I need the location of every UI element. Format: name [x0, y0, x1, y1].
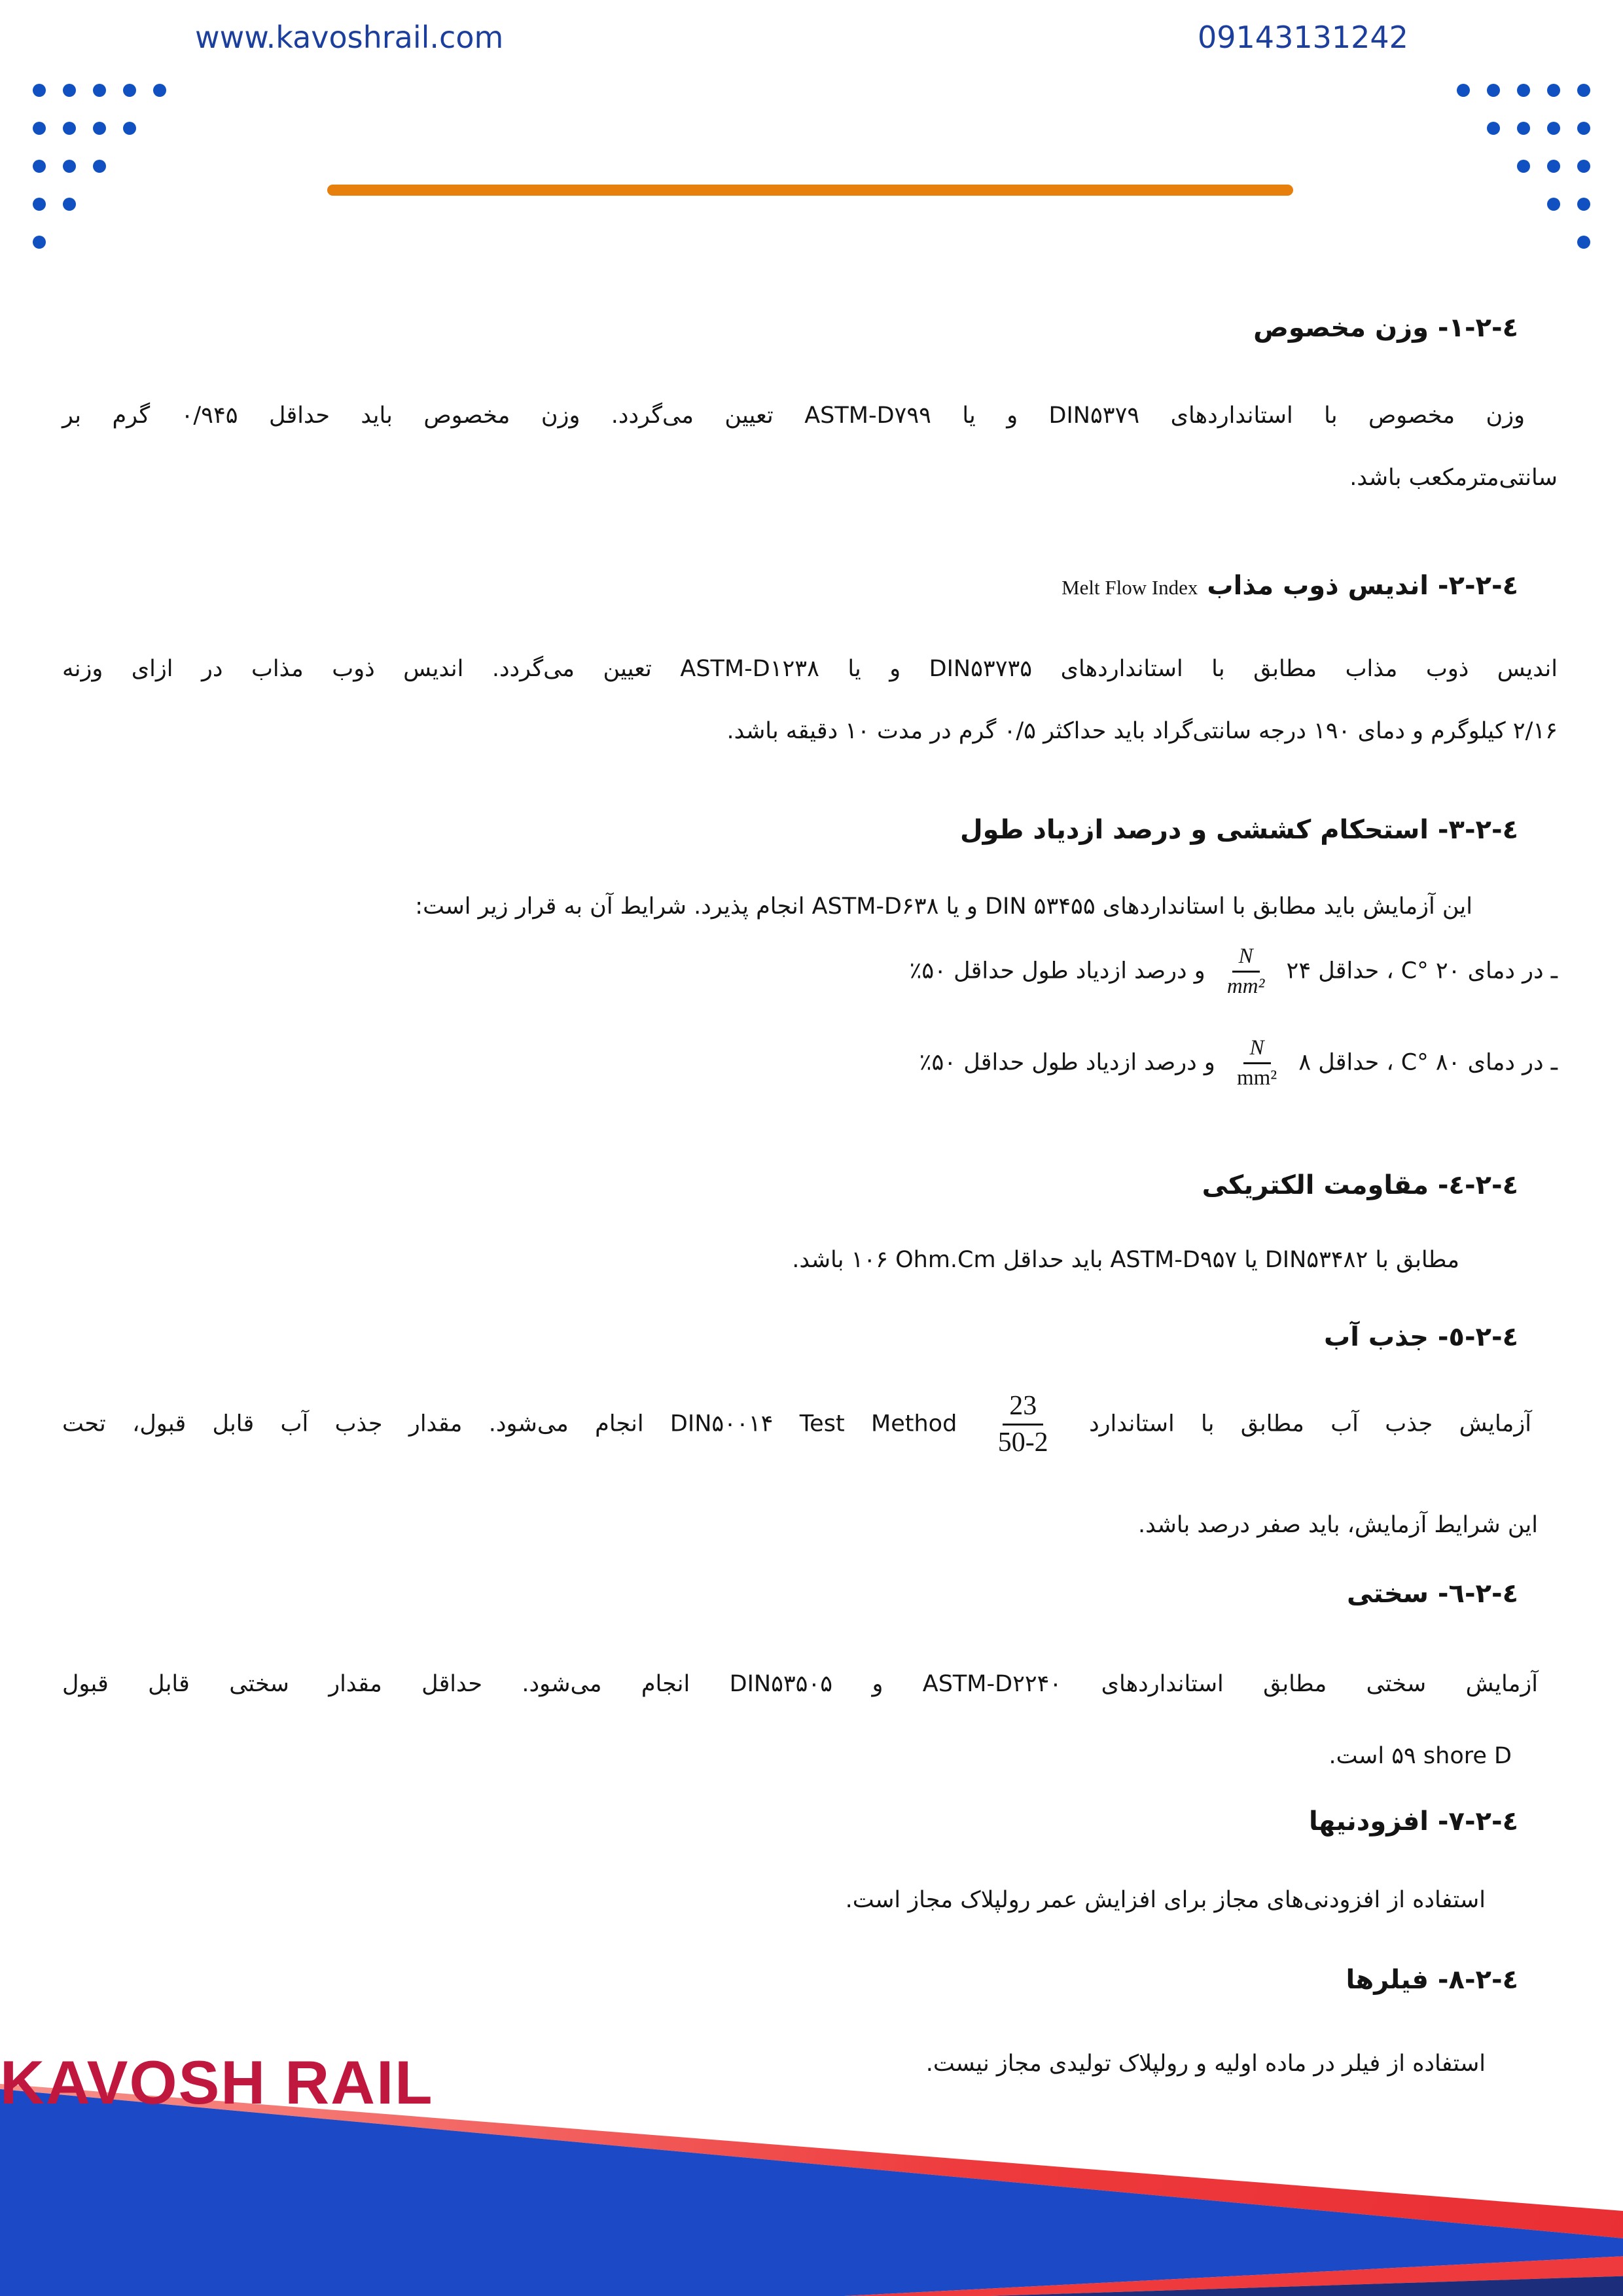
water-absorption-text: DIN۵۰۰۱۴‎ Test Method انجام می‌شود. مقدار جذب آب قابل قبول، تحت [62, 1410, 957, 1437]
paragraph-specific-weight: وزن مخصوص با استانداردهای DIN۵۳۷۹ و یا ASTM-D۷۹۹ تعیین می‌گردد. وزن مخصوص باید حداقل ۰/۹۴۵ گرم بر سانتی‌مترمکعب باشد. [62, 403, 1558, 491]
orange-divider [327, 185, 1293, 196]
website-url: www.kavoshrail.com [195, 20, 504, 55]
paragraph-melt-flow-index: اندیس ذوب مذاب مطابق با استانداردهای DIN۵۳۷۳۵ و یا ASTM-D۱۲۳۸ تعیین می‌گردد. اندیس ذوب مذاب در ازای وزنه ۲/۱۶ کیلوگرم و دمای ۱۹۰ درجه سانتی‌گراد باید حداکثر ۰/۵ گرم در مدت ۱۰ دقیقه باشد. [62, 656, 1558, 744]
climate-23-50-2-fraction: $\frac{23}{50-2}$ [997, 1391, 1048, 1458]
dot-row [1457, 122, 1590, 135]
condition-text: و درصد ازدیاد طول حداقل ۵۰٪ [919, 1049, 1215, 1076]
condition-text: ـ در دمای ۲۰ °C ، حداقل ۲۴ [1286, 958, 1558, 984]
dot-row [1457, 198, 1590, 211]
section-heading-water-absorption: ٤-٢-٥- جذب آب [1324, 1322, 1518, 1352]
section-heading-specific-weight: ٤-٢-١- وزن مخصوص [1253, 313, 1518, 343]
paragraph-electrical-resistance: مطابق با DIN۵۳۴۸۲ یا ASTM-D۹۵۷ باید حداقل ۱۰۶‎ Ohm.Cm باشد. [792, 1247, 1459, 1273]
section-heading-electrical-resistance: ٤-٢-٤- مقاومت الکتریکی [1202, 1170, 1518, 1200]
dot-row [33, 84, 166, 97]
dot-row [1457, 84, 1590, 97]
paragraph-tensile-strength: این آزمایش باید مطابق با استانداردهای DIN ‎۵۳۴۵۵ و یا ASTM-D۶۳۸ انجام پذیرد. شرایط آن به قرار زیر است: [415, 893, 1472, 920]
n-per-mm2-fraction: $\frac{N}{\text{mm²}}$ [1226, 944, 1265, 998]
paragraph-additives: استفاده از افزودنی‌های مجاز برای افزایش عمر رولپلاک مجاز است. [845, 1887, 1486, 1913]
condition-text: و درصد ازدیاد طول حداقل ۵۰٪ [909, 958, 1205, 984]
dot-row [33, 122, 166, 135]
footer-banner [0, 2047, 1623, 2296]
dot-row [1457, 236, 1590, 249]
section-heading-melt-flow-index [1061, 571, 1518, 601]
paragraph-water-absorption [62, 1391, 1558, 1458]
heading-english: Melt Flow Index [1061, 576, 1198, 599]
dot-row [33, 198, 166, 211]
tensile-condition-80c [919, 1036, 1558, 1090]
paragraph-water-absorption-line2: این شرایط آزمایش، باید صفر درصد باشد. [1138, 1512, 1538, 1538]
n-per-mm2-fraction: $\frac{N}{\text{mm²}}$ [1236, 1036, 1277, 1090]
tensile-condition-20c [910, 944, 1558, 999]
section-heading-additives: ٤-٢-٧- افزودنیها [1309, 1806, 1518, 1837]
dot-row [33, 236, 166, 249]
phone-number: 09143131242 [1198, 20, 1408, 55]
decorative-dots-left [33, 84, 166, 274]
section-heading-hardness: ٤-٢-٦- سختی [1347, 1579, 1518, 1609]
brand-logo-text: KAVOSH RAIL [0, 2048, 434, 2117]
section-heading-fillers: ٤-٢-٨- فیلرها [1346, 1965, 1518, 1995]
water-absorption-text: آزمایش جذب آب مطابق با استاندارد [1089, 1410, 1531, 1437]
decorative-dots-right [1457, 84, 1590, 274]
dot-row [1457, 160, 1590, 173]
heading-farsi: ٤-٢-٢- اندیس ذوب مذاب [1207, 571, 1518, 601]
dot-row [33, 160, 166, 173]
condition-text: ـ در دمای ۸۰ °C ، حداقل ۸ [1298, 1049, 1558, 1076]
section-heading-tensile-strength: ٤-٢-٣- استحکام کششی و درصد ازدیاد طول [959, 815, 1518, 845]
paragraph-hardness: آزمایش سختی مطابق استانداردهای ASTM-D۲۲۴۰ و DIN۵۳۵۰۵ انجام می‌شود. حداقل مقدار سختی قابل قبول ۵۹‎ shore D است. [62, 1671, 1539, 1769]
paragraph-fillers: استفاده از فیلر در ماده اولیه و رولپلاک تولیدی مجاز نیست. [925, 2051, 1486, 2077]
